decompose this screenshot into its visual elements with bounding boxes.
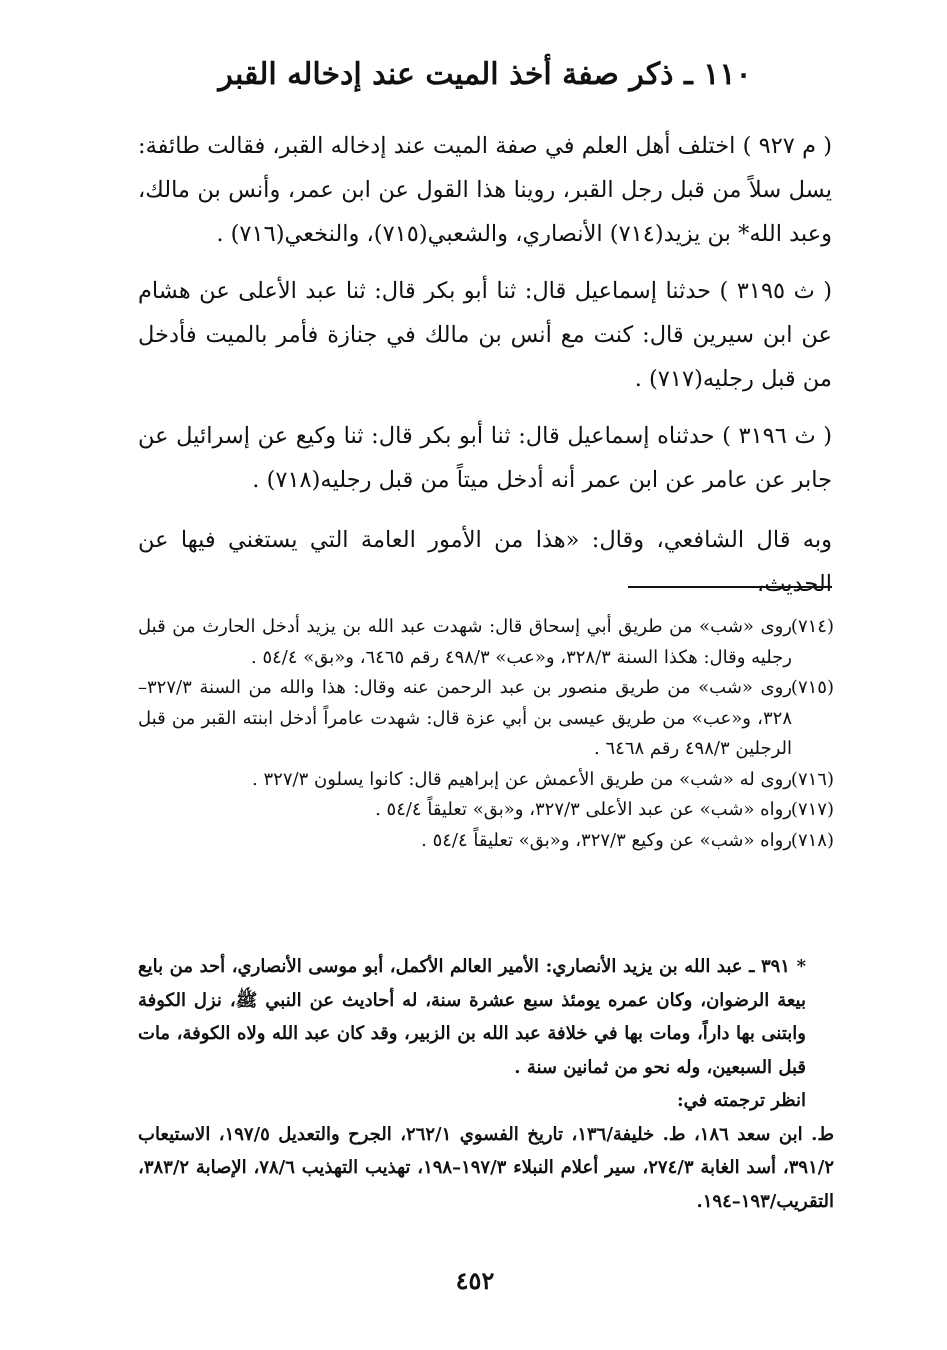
footnote-715 <box>138 673 834 765</box>
footnote-number: (٧١٨) <box>790 829 834 851</box>
footnotes <box>138 612 834 856</box>
footnote-text: روى «شب» من طريق أبي إسحاق قال: شهدت عبد الله بن يزيد أدخل الحارث من قبل رجليه وقال: هكذا السنة ٣٢٨/٣، و«عب» ٤٩٨/٣ رقم ٦٤٦٥، و«بق» ٥٤/٤ . <box>138 616 792 668</box>
biography-note <box>138 950 834 1218</box>
footnote-number: (٧١٧) <box>790 799 834 820</box>
paragraph-hadith-3196 <box>138 414 832 502</box>
paragraph-text: وبه قال الشافعي، وقال: «هذا من الأمور العامة التي يستغني فيها عن الحديث، <box>138 527 832 597</box>
footnote-714 <box>138 612 834 673</box>
biography-see-also-label: انظر ترجمته في: <box>676 1090 806 1111</box>
paragraph-hadith-3195 <box>138 269 832 401</box>
paragraph-text: ( م ٩٢٧ ) اختلف أهل العلم في صفة الميت عند إدخاله القبر، فقالت طائفة: يسل سلاً من قبل رجل القبر، روينا هذا القول عن ابن عمر، وأنس بن مالك، وعبد الله* بن يزيد(٧١٤) الأنصاري، والشعبي(٧١٥)، والنخعي(٧١٦) . <box>138 133 832 247</box>
biography-text: * ٣٩١ ـ عبد الله بن يزيد الأنصاري: الأمير العالم الأكمل، أبو موسى الأنصاري، أحد من بايع بيعة الرضوان، وكان عمره يومئذ سبع عشرة سنة، له أحاديث عن النبي ﷺ، نزل الكوفة وابتنى بها داراً، ومات بها في خلافة عبد الله بن الزبير، وقد كان عبد الله ولاه الكوفة، مات قبل السبعين، وله نحو من ثمانين سنة . <box>138 956 806 1078</box>
chapter-heading: ١١٠ ـ ذكر صفة أخذ الميت عند إدخاله القبر <box>218 57 752 92</box>
footnote-717 <box>138 795 834 826</box>
paragraph-masail-927 <box>138 124 832 256</box>
footnote-718 <box>138 826 834 857</box>
footnote-text: روى «شب» من طريق منصور بن عبد الرحمن عنه وقال: هذا والله من السنة ٣٢٧/٣–٣٢٨، و«عب» من طريق عيسى بن أبي عزة قال: شهدت عامراً أدخل ابنته القبر من قبل الرجلين ٤٩٨/٣ رقم ٦٤٦٨ . <box>138 677 792 759</box>
footnote-number: (٧١٦) <box>790 768 834 790</box>
paragraph-text: ( ث ٣١٩٥ ) حدثنا إسماعيل قال: ثنا أبو بكر قال: ثنا عبد الأعلى عن هشام عن ابن سيرين قال: كنت مع أنس بن مالك في جنازة فأمر بالميت فأدخل من قبل رجليه(٧١٧) . <box>138 278 833 392</box>
footnote-number: (٧١٥) <box>790 677 834 698</box>
page-number: ٤٥٢ <box>455 1266 495 1295</box>
footnote-716 <box>138 765 834 796</box>
paragraph-text: ( ث ٣١٩٦ ) حدثناه إسماعيل قال: ثنا أبو بكر قال: ثنا وكيع عن إسرائيل عن جابر عن عامر عن ابن عمر أنه أدخل ميتاً من قبل رجليه(٧١٨) . <box>138 423 832 493</box>
footnote-text: روى له «شب» من طريق الأعمش عن إبراهيم قال: كانوا يسلون ٣٢٧/٣ . <box>252 768 792 790</box>
footnote-text: رواه «شب» عن وكيع ٣٢٧/٣، و«بق» تعليقاً ٥٤/٤ . <box>421 829 792 851</box>
paragraph-shafii <box>138 518 832 606</box>
footnote-text: رواه «شب» عن عبد الأعلى ٣٢٧/٣، و«بق» تعليقاً ٥٤/٤ . <box>375 799 792 820</box>
footnote-number: (٧١٤) <box>790 616 834 637</box>
footnote-separator <box>628 586 832 588</box>
biography-references: ط. ابن سعد ١٨٦، ط. خليفة/١٣٦، تاريخ الفسوي ٢٦٢/١، الجرح والتعديل ١٩٧/٥، الاستيعاب ٣٩١/٢، أسد الغابة ٢٧٤/٣، سير أعلام النبلاء ١٩٧/٣–١٩٨، تهذيب التهذيب ٧٨/٦، الإصابة ٣٨٣/٢، التقريب/١٩٣–١٩٤. <box>138 1123 834 1212</box>
